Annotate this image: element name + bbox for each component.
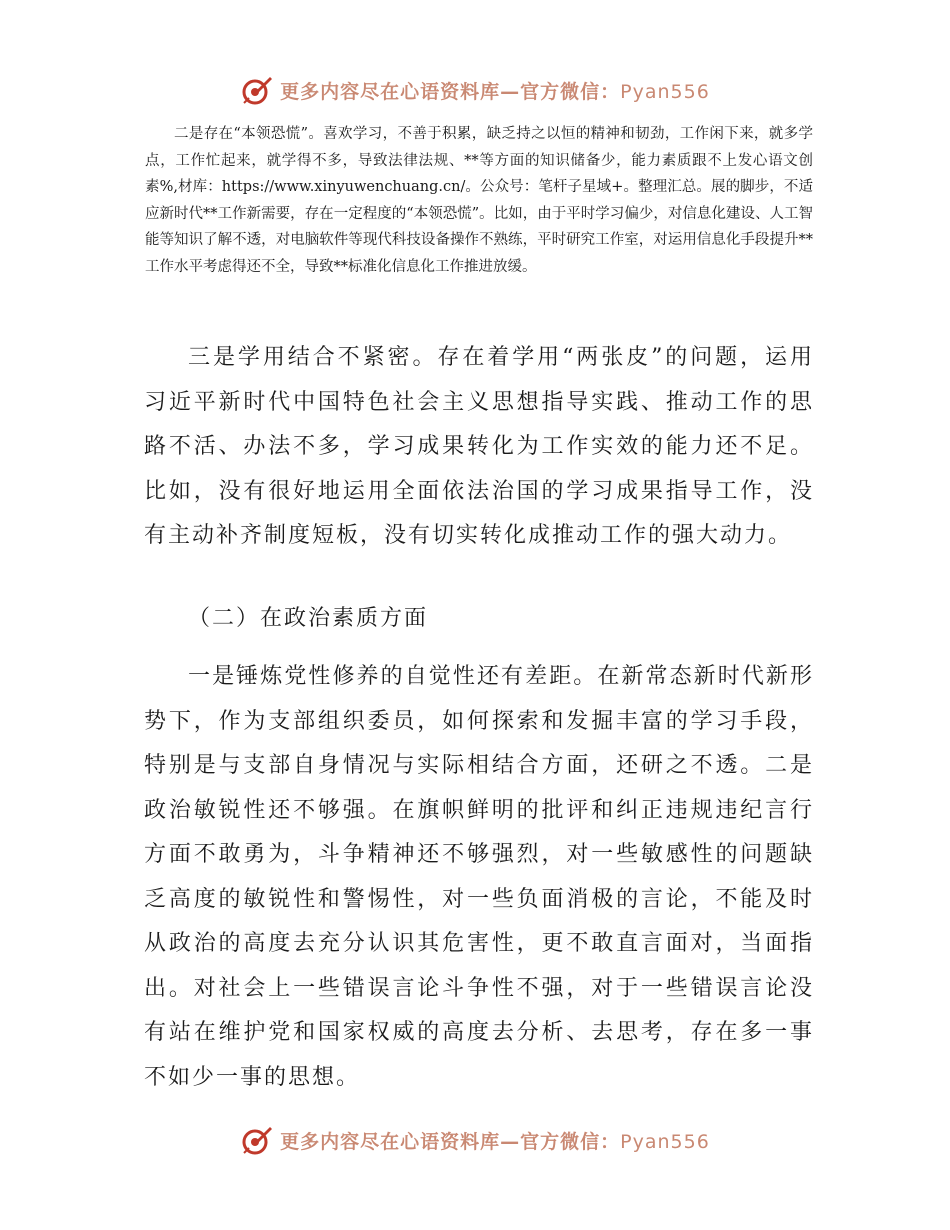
paragraph-small: 二是存在“本领恐慌”。喜欢学习，不善于积累，缺乏持之以恒的精神和韧劲，工作闲下来，就多学点，工作忙起来，就学得不多，导致法律法规、**等方面的知识储备少，能力素质跟不上发心语文创素%,材库：https://www.xinyuwenchuang.cn/。公众号：笔杆子星域+。整理汇总。展的脚步，不适应新时代**工作新需要，存在一定程度的“本领恐慌”。比如，由于平时学习偏少，对信息化建设、人工智能等知识了解不透，对电脑软件等现代科技设备操作不熟练，平时研究工作室，对运用信息化手段提升**工作水平考虑得还不全，导致**标准化信息化工作推进放缓。 bbox=[145, 126, 813, 275]
banner-text: 更多内容尽在心语资料库—官方微信：Pyan556 bbox=[280, 80, 710, 103]
wechat-id: Pyan556 bbox=[620, 80, 710, 103]
pen-logo-icon bbox=[240, 73, 274, 107]
header-banner bbox=[0, 72, 950, 108]
paragraph-3: 三是学用结合不紧密。存在着学用“两张皮”的问题，运用习近平新时代中国特色社会主义思想指导实践、推动工作的思路不活、办法不多，学习成果转化为工作实效的能力还不足。比如，没有很好地运用全面依法治国的学习成果指导工作，没有主动补齐制度短板，没有切实转化成推动工作的强大动力。 bbox=[144, 345, 814, 548]
pen-logo-icon bbox=[240, 1123, 274, 1157]
banner-text: 更多内容尽在心语资料库—官方微信：Pyan556 bbox=[280, 1130, 710, 1153]
paragraph-4: 一是锤炼党性修养的自觉性还有差距。在新常态新时代新形势下，作为支部组织委员，如何探索和发掘丰富的学习手段，特别是与支部自身情况与实际相结合方面，还研之不透。二是政治敏锐性还不够强。在旗帜鲜明的批评和纠正违规违纪言行方面不敢勇为，斗争精神还不够强烈，对一些敏感性的问题缺乏高度的敏锐性和警惕性，对一些负面消极的言论，不能及时从政治的高度去充分认识其危害性，更不敢直言面对，当面指出。对社会上一些错误言论斗争性不强，对于一些错误言论没有站在维护党和国家权威的高度去分析、去思考，存在多一事不如少一事的思想。 bbox=[144, 664, 814, 1090]
section-heading: （二）在政治素质方面 bbox=[188, 606, 429, 631]
footer-banner bbox=[0, 1122, 950, 1158]
wechat-id: Pyan556 bbox=[620, 1130, 710, 1153]
